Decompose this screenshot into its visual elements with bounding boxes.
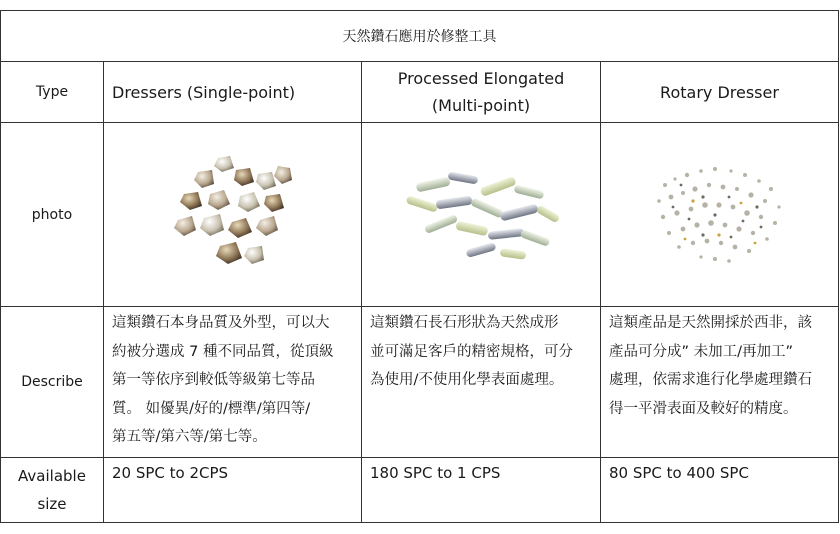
column-header-dressers — [104, 62, 362, 123]
elongated-diamonds-photo — [396, 160, 566, 270]
header-line-2: (Multi-point) — [431, 96, 531, 115]
size-cell-dressers: 20 SPC to 2CPS — [104, 458, 362, 523]
describe-line: 這類鑽石本身品質及外型，可以大 — [112, 315, 330, 331]
diamond-tools-table — [0, 10, 839, 523]
describe-line: 為使用/不使用化學表面處理。 — [370, 372, 564, 388]
describe-line: 第一等依序到較低等級第七等品 — [112, 372, 315, 388]
rotary-diamond-grit-photo — [645, 155, 795, 275]
label-line-1: Available — [18, 467, 86, 485]
photo-cell-dressers — [104, 123, 362, 307]
describe-line: 產品可分成” 未加工/再加工” — [609, 343, 794, 360]
photo-cell-processed-elongated — [362, 123, 601, 307]
row-label-type: Type — [1, 62, 104, 123]
header-line-1: Processed Elongated — [397, 69, 565, 88]
column-header-rotary-dresser: Rotary Dresser — [601, 62, 839, 123]
row-label-available-size — [1, 458, 104, 523]
describe-line: 並可滿足客戶的精密規格，可分 — [370, 343, 573, 360]
header-text: Dressers (Single-point) — [112, 82, 296, 102]
single-point-diamonds-photo — [158, 150, 308, 280]
describe-line: 得一平滑表面及較好的精度。 — [609, 400, 798, 417]
label-line-2: size — [37, 495, 67, 513]
table-title: 天然鑽石應用於修整工具 — [1, 11, 839, 62]
row-label-describe: Describe — [1, 307, 104, 458]
describe-line: 第五等/第六等/第七等。 — [112, 429, 267, 445]
describe-cell-dressers — [104, 307, 362, 458]
photo-cell-rotary-dresser — [601, 123, 839, 307]
describe-line: 處理，依需求進行化學處理鑽石 — [609, 372, 812, 388]
column-header-processed-elongated — [362, 62, 601, 123]
size-cell-processed-elongated: 180 SPC to 1 CPS — [362, 458, 601, 523]
row-label-photo: photo — [1, 123, 104, 307]
describe-cell-rotary-dresser — [601, 307, 839, 458]
describe-line: 質。 如優異/好的/標準/第四等/ — [112, 400, 311, 417]
describe-cell-processed-elongated — [362, 307, 601, 458]
describe-line: 這類鑽石長石形狀為天然成形 — [370, 315, 559, 331]
size-cell-rotary-dresser: 80 SPC to 400 SPC — [601, 458, 839, 523]
describe-line: 這類產品是天然開採於西非，該 — [609, 315, 812, 331]
describe-line: 約被分選成 7 種不同品質，從頂級 — [112, 343, 334, 360]
